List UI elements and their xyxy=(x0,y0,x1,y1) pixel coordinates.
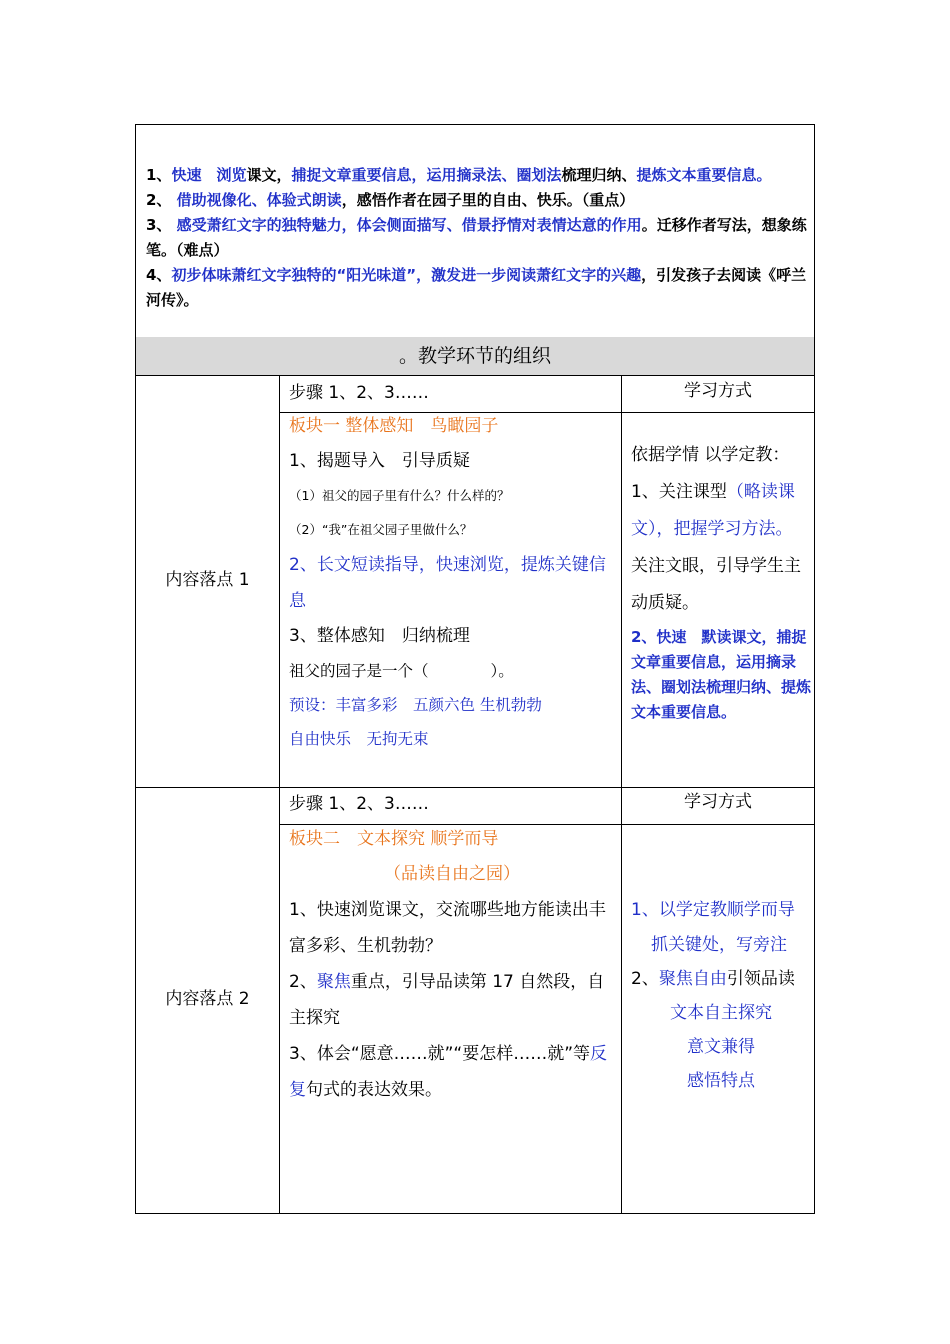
block1-summary: 祖父的园子是一个（ ）。 xyxy=(289,662,514,680)
objective-4: 4、初步体味萧红文字独特的“阳光味道”，激发进一步阅读萧红文字的兴趣，引发孩子去阅读《呼兰河传》。 xyxy=(146,266,807,309)
block2-steps-header: 步骤 1、2、3…… xyxy=(289,794,429,814)
content-point-1-label: 内容落点 1 xyxy=(165,570,250,590)
block2-method-header: 学习方式 xyxy=(684,792,752,812)
block2-step1: 1、快速浏览课文，交流哪些地方能读出丰富多彩、生机勃勃？ xyxy=(289,900,606,956)
block1-step3: 3、整体感知 归纳梳理 xyxy=(289,626,470,646)
block2-method-5: 意文兼得 xyxy=(687,1037,755,1057)
block2-method-2: 抓关键处，写旁注 xyxy=(651,935,787,955)
block2-steps xyxy=(289,822,617,1108)
block1-preset-1: 预设：丰富多彩 五颜六色 生机勃勃 xyxy=(289,696,542,714)
column-divider-left xyxy=(279,376,280,1214)
block2-method-4: 文本自主探究 xyxy=(670,1003,772,1023)
block2-methods xyxy=(631,892,811,1098)
block2-method-6: 感悟特点 xyxy=(687,1071,755,1091)
block1-method-header: 学习方式 xyxy=(684,381,752,401)
block1-steps-header: 步骤 1、2、3…… xyxy=(289,383,429,403)
block2-title: 板块二 文本探究 顺学而导 xyxy=(289,829,499,849)
block1-steps xyxy=(289,409,617,756)
objective-2: 2、 借助视像化、体验式朗读，感悟作者在园子里的自由、快乐。（重点） xyxy=(146,191,635,209)
block1-method-1: 依据学情 以学定教： xyxy=(631,445,790,465)
section-title: 。教学环节的组织 xyxy=(136,337,814,376)
objective-3: 3、 感受萧红文字的独特魅力，体会侧面描写、借景抒情对表情达意的作用。迁移作者写法，想象练笔。（难点） xyxy=(146,216,807,259)
block1-preset-2: 自由快乐 无拘无束 xyxy=(289,730,429,748)
block2-method-3: 2、聚焦自由引领品读 xyxy=(631,969,795,989)
block1-step2: 2、长文短读指导，快速浏览，提炼关键信息 xyxy=(289,555,606,611)
block2-step2: 2、聚焦重点，引导品读第 17 自然段，自主探究 xyxy=(289,972,605,1028)
block1-question1: （1）祖父的园子里有什么？什么样的？ xyxy=(289,488,510,503)
block1-method-4: 2、快速 默读课文，捕捉文章重要信息，运用摘录法、圈划法梳理归纳、提炼文本重要信息。 xyxy=(631,628,812,721)
block1-title: 板块一 整体感知 鸟瞰园子 xyxy=(289,416,499,436)
block1-method-2: 1、关注课型（略读课文），把握学习方法。 xyxy=(631,482,795,539)
objectives-cell xyxy=(136,125,814,338)
block1-question2: （2）“我”在祖父园子里做什么？ xyxy=(289,522,473,537)
block1-step1: 1、揭题导入 引导质疑 xyxy=(289,451,470,471)
block2-method-1: 1、以学定教顺学而导 xyxy=(631,900,795,920)
content-point-2-label: 内容落点 2 xyxy=(165,989,250,1009)
objectives-text xyxy=(146,163,811,313)
block1-method-3: 关注文眼，引导学生主动质疑。 xyxy=(631,556,801,613)
block1-methods xyxy=(631,437,811,725)
block2-step3: 3、体会“愿意……就”“要怎样……就”等反复句式的表达效果。 xyxy=(289,1044,608,1100)
objective-1: 1、快速 浏览课文，捕捉文章重要信息，运用摘录法、圈划法梳理归纳、提炼文本重要信息。 xyxy=(146,166,772,184)
lesson-plan-table xyxy=(135,124,815,1214)
block2-subtitle: （品读自由之园） xyxy=(384,864,520,884)
